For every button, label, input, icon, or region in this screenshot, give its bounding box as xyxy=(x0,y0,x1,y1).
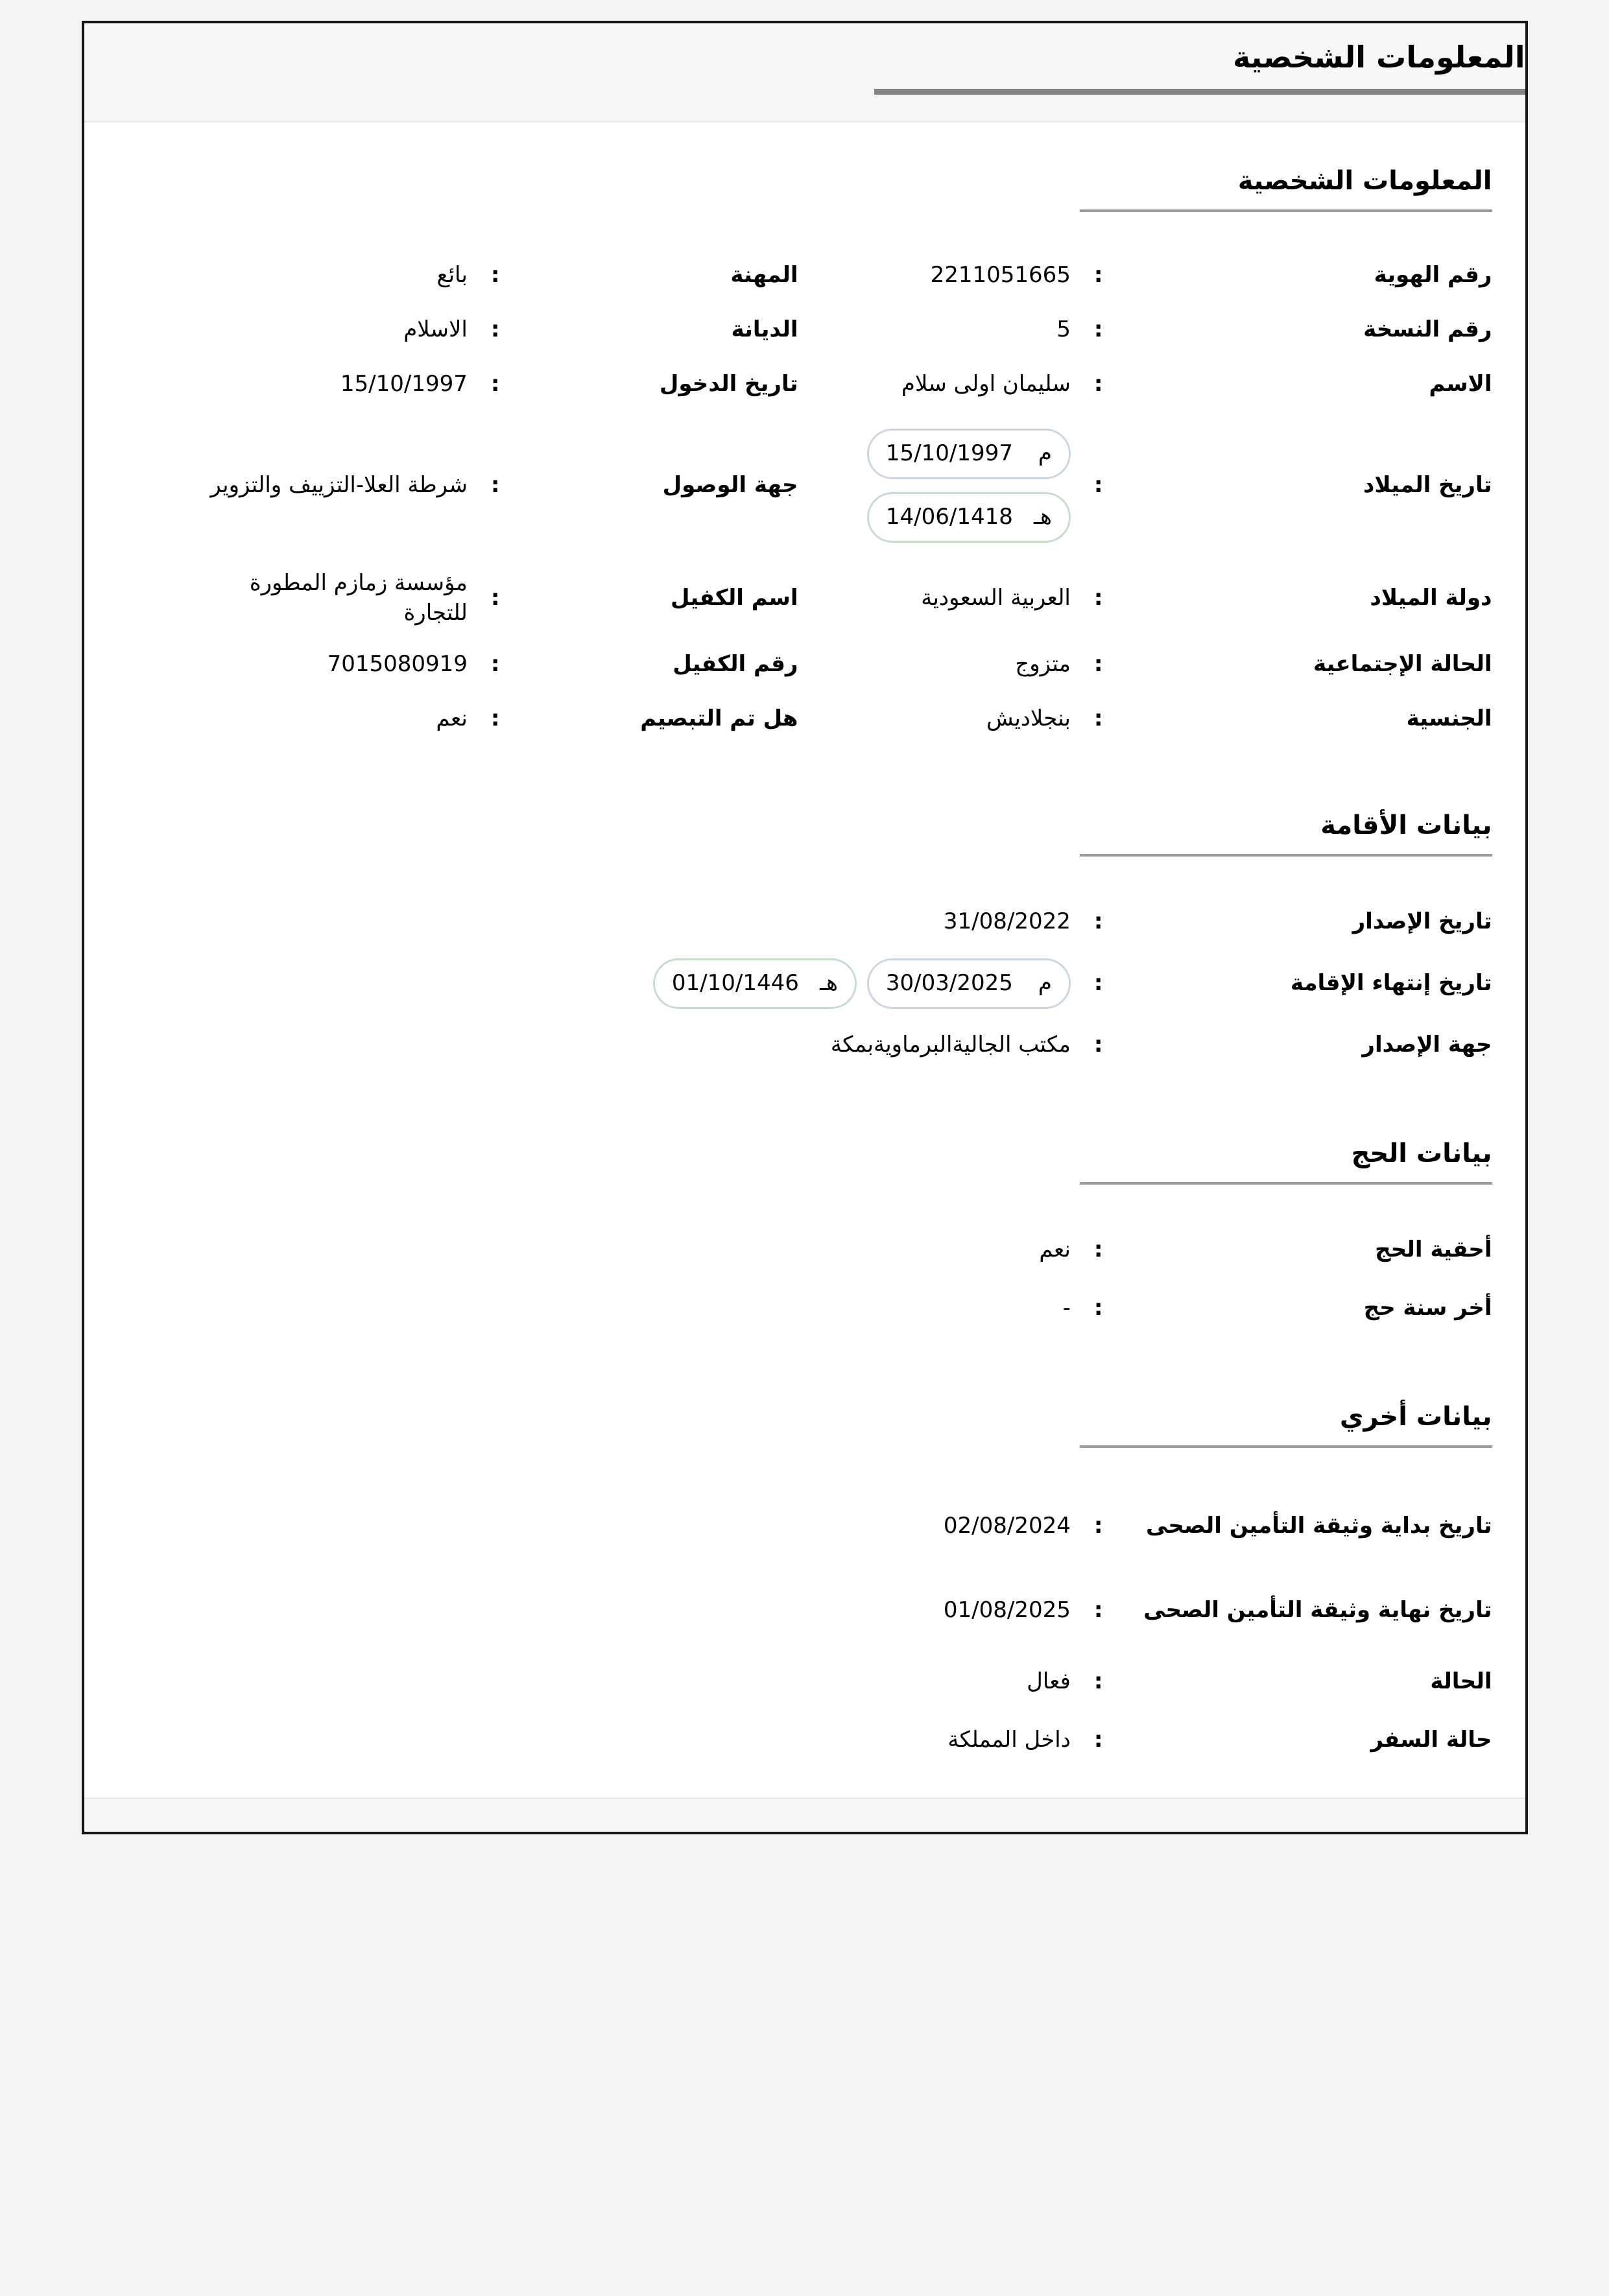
row-travel-status xyxy=(117,1711,1492,1769)
field-birth-date-label: تاريخ الميلاد xyxy=(1363,472,1492,499)
expiry-date-gregorian-pill xyxy=(867,958,1071,1009)
row-copy-religion xyxy=(117,303,1492,357)
row-issue-date xyxy=(117,893,1492,951)
field-last-hajj-year xyxy=(117,1294,1103,1323)
field-id-number-value: 2211051665 xyxy=(930,262,1071,289)
report-body xyxy=(84,123,1525,1769)
field-status-label: الحالة xyxy=(1430,1668,1492,1695)
field-expiry-date-label: تاريخ إنتهاء الإقامة xyxy=(1290,970,1492,997)
report-footer-strip xyxy=(84,1797,1525,1832)
field-sponsor-number-value: 7015080919 xyxy=(327,651,468,678)
field-insurance-start-label: تاريخ بداية وثيقة التأمين الصحى xyxy=(1146,1513,1492,1539)
title-underline-bar xyxy=(874,89,1525,95)
field-sponsor-name-label: اسم الكفيل xyxy=(671,585,798,611)
field-travel-status xyxy=(117,1725,1103,1755)
row-marital-sponsornumber xyxy=(117,637,1492,692)
colon: : xyxy=(490,316,500,343)
section-residence-heading: بيانات الأقامة xyxy=(1320,811,1492,840)
colon: : xyxy=(490,651,500,678)
section-personal-rule xyxy=(1080,209,1492,212)
colon: : xyxy=(1093,1668,1103,1695)
field-sponsor-name-value: مؤسسة زمازم المطورة للتجارة xyxy=(249,570,468,626)
field-insurance-end-label: تاريخ نهاية وثيقة التأمين الصحى xyxy=(1143,1597,1492,1624)
field-name-value: سليمان اولى سلام xyxy=(901,371,1071,397)
field-name-label: الاسم xyxy=(1429,371,1492,397)
field-last-hajj-year-value: - xyxy=(1062,1295,1071,1321)
field-nationality xyxy=(798,704,1103,734)
field-travel-status-label: حالة السفر xyxy=(1370,1727,1492,1753)
section-other xyxy=(117,1400,1492,1769)
colon: : xyxy=(1093,1237,1103,1263)
section-personal-heading: المعلومات الشخصية xyxy=(1237,166,1492,196)
birth-date-gregorian-pill xyxy=(867,429,1071,479)
page xyxy=(0,21,1609,2296)
field-copy-number xyxy=(798,315,1103,345)
row-expiry-date xyxy=(117,951,1492,1016)
section-other-rule xyxy=(1080,1445,1492,1448)
section-hajj xyxy=(117,1137,1492,1338)
colon: : xyxy=(1093,970,1103,997)
row-insurance-end xyxy=(117,1568,1492,1653)
field-travel-status-value: داخل المملكة xyxy=(948,1727,1071,1753)
section-residence-rule xyxy=(1080,854,1492,857)
colon: : xyxy=(1093,1727,1103,1753)
field-birth-country-value: العربية السعودية xyxy=(921,585,1071,611)
row-status xyxy=(117,1653,1492,1711)
field-fingerprinted xyxy=(189,704,500,734)
field-issuing-authority-label: جهة الإصدار xyxy=(1362,1032,1492,1058)
section-residence xyxy=(117,809,1492,1074)
row-birthcountry-sponsorname xyxy=(117,560,1492,637)
colon: : xyxy=(490,472,500,499)
row-insurance-start xyxy=(117,1484,1492,1568)
expiry-date-hijri-value: 01/10/1446 xyxy=(671,970,799,997)
birth-date-pills xyxy=(867,429,1071,543)
colon: : xyxy=(1093,705,1103,732)
row-name-entrydate xyxy=(117,357,1492,412)
field-insurance-start xyxy=(117,1511,1103,1541)
field-sponsor-name xyxy=(189,569,500,628)
colon: : xyxy=(1093,316,1103,343)
row-issuing-authority xyxy=(117,1016,1492,1074)
colon: : xyxy=(1093,1597,1103,1624)
field-nationality-value: بنجلاديش xyxy=(986,705,1071,732)
field-occupation-label: المهنة xyxy=(730,262,798,289)
field-fingerprinted-label: هل تم التبصيم xyxy=(640,705,798,732)
field-entry-date-value: 15/10/1997 xyxy=(340,371,468,397)
field-status xyxy=(117,1667,1103,1697)
field-fingerprinted-value: نعم xyxy=(436,705,468,732)
field-status-value: فعال xyxy=(1027,1668,1071,1695)
field-issue-date-value: 31/08/2022 xyxy=(943,908,1071,935)
expiry-date-pills xyxy=(653,958,1071,1009)
row-nationality-fingerprint xyxy=(117,692,1492,746)
gregorian-unit-label: م xyxy=(1038,970,1052,997)
colon: : xyxy=(490,585,500,611)
field-issue-date-label: تاريخ الإصدار xyxy=(1352,908,1492,935)
field-hajj-eligibility-value: نعم xyxy=(1039,1237,1071,1263)
row-last-hajj-year xyxy=(117,1279,1492,1338)
field-hajj-eligibility-label: أحقية الحج xyxy=(1375,1237,1492,1263)
colon: : xyxy=(1093,1295,1103,1321)
field-insurance-start-value: 02/08/2024 xyxy=(943,1513,1071,1539)
field-id-number-label: رقم الهوية xyxy=(1374,262,1492,289)
birth-date-hijri-value: 14/06/1418 xyxy=(885,504,1013,530)
field-entry-date xyxy=(189,370,500,399)
field-marital-status xyxy=(798,650,1103,680)
field-issuing-authority xyxy=(117,1030,1103,1060)
report-header xyxy=(84,23,1525,123)
report-card xyxy=(82,21,1528,1834)
field-insurance-end xyxy=(117,1596,1103,1626)
field-sponsor-number-label: رقم الكفيل xyxy=(673,651,798,678)
field-occupation xyxy=(189,261,500,290)
colon: : xyxy=(1093,1032,1103,1058)
page-title: المعلومات الشخصية xyxy=(1233,40,1525,75)
field-name xyxy=(798,370,1103,399)
field-arrival-authority xyxy=(189,471,500,501)
row-id-occupation xyxy=(117,248,1492,303)
field-religion xyxy=(189,315,500,345)
row-birthdate-arrival xyxy=(117,417,1492,554)
field-marital-status-label: الحالة الإجتماعية xyxy=(1313,651,1492,678)
row-hajj-eligibility xyxy=(117,1221,1492,1279)
field-religion-label: الديانة xyxy=(731,316,798,343)
field-copy-number-value: 5 xyxy=(1056,316,1071,343)
colon: : xyxy=(1093,262,1103,289)
colon: : xyxy=(1093,651,1103,678)
birth-date-hijri-pill xyxy=(867,492,1071,543)
field-arrival-authority-label: جهة الوصول xyxy=(662,472,798,499)
colon: : xyxy=(1093,472,1103,499)
section-other-heading: بيانات أخري xyxy=(1339,1402,1492,1432)
field-last-hajj-year-label: أخر سنة حج xyxy=(1363,1295,1492,1321)
birth-date-gregorian-value: 15/10/1997 xyxy=(885,440,1013,467)
field-hajj-eligibility xyxy=(117,1235,1103,1265)
field-arrival-authority-value: شرطة العلا-التزييف والتزوير xyxy=(210,472,468,499)
colon: : xyxy=(490,705,500,732)
field-birth-country xyxy=(798,584,1103,613)
gregorian-unit-label: م xyxy=(1038,440,1052,467)
field-birth-date xyxy=(798,429,1103,543)
field-insurance-end-value: 01/08/2025 xyxy=(943,1597,1071,1624)
field-id-number xyxy=(798,261,1103,290)
field-sponsor-number xyxy=(189,650,500,680)
field-marital-status-value: متزوج xyxy=(1015,651,1071,678)
field-entry-date-label: تاريخ الدخول xyxy=(659,371,798,397)
expiry-date-hijri-pill xyxy=(653,958,857,1009)
section-hajj-rule xyxy=(1080,1182,1492,1185)
hijri-unit-label: هـ xyxy=(1034,504,1052,530)
field-occupation-value: بائع xyxy=(436,262,468,289)
field-issue-date xyxy=(117,907,1103,937)
field-nationality-label: الجنسية xyxy=(1406,705,1492,732)
field-religion-value: الاسلام xyxy=(403,316,468,343)
colon: : xyxy=(490,262,500,289)
report-title-block xyxy=(874,23,1525,95)
hijri-unit-label: هـ xyxy=(820,970,838,997)
colon: : xyxy=(490,371,500,397)
field-expiry-date xyxy=(117,958,1103,1009)
field-copy-number-label: رقم النسخة xyxy=(1363,316,1492,343)
colon: : xyxy=(1093,1513,1103,1539)
field-issuing-authority-value: مكتب الجاليةالبرماويةبمكة xyxy=(830,1032,1071,1058)
section-personal-info xyxy=(117,164,1492,746)
expiry-date-gregorian-value: 30/03/2025 xyxy=(885,970,1013,997)
colon: : xyxy=(1093,585,1103,611)
section-hajj-heading: بيانات الحج xyxy=(1351,1139,1492,1168)
field-birth-country-label: دولة الميلاد xyxy=(1370,585,1492,611)
colon: : xyxy=(1093,371,1103,397)
colon: : xyxy=(1093,908,1103,935)
